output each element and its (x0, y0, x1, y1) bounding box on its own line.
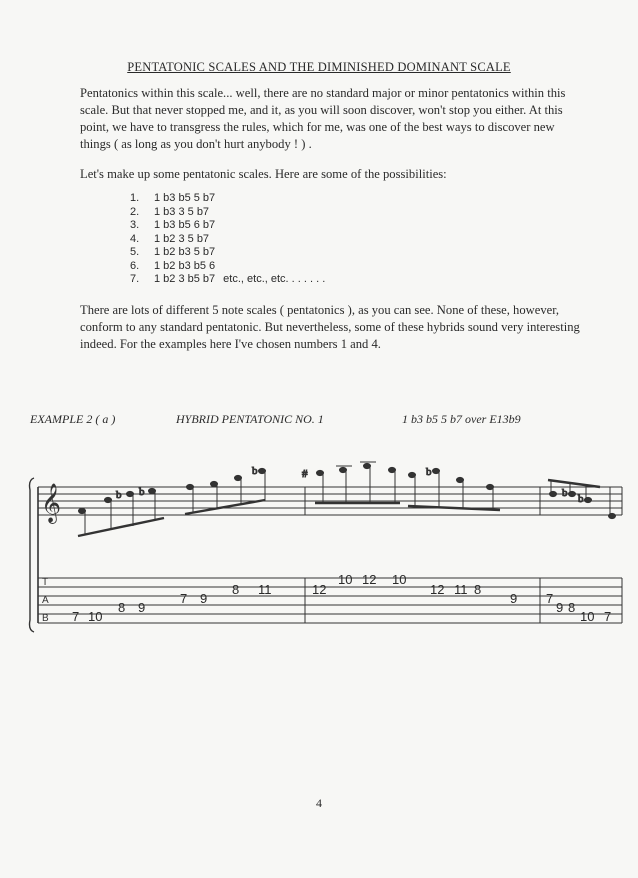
list-item: 5. 1 b2 b3 5 b7 (130, 246, 216, 258)
tab-letter-a: A (42, 595, 49, 606)
list-item: 3. 1 b3 b5 6 b7 (130, 219, 216, 231)
tab-fret: 10 (580, 609, 595, 624)
tab-fret: 7 (72, 609, 80, 624)
paragraph-intro: Pentatonics within this scale... well, there are no standard major or minor pentatonics within this scale. But that never stopped me, and it, as you will soon discover, won't stop you either. At this point, we have to transgress the rules, which for me, was one of the best ways to discover new things ( as long as you don't hurt anybody ! ) . (80, 86, 566, 151)
svg-text:b: b (426, 466, 432, 478)
list-item: 6. 1 b2 b3 b5 6 (130, 259, 216, 272)
scales-etc: etc., etc., etc. . . . . . . (223, 273, 326, 285)
tab-letter-t: T (42, 577, 49, 588)
tab-letter-b: B (42, 613, 49, 624)
tab-fret: 7 (604, 609, 612, 624)
tab-fret: 7 (546, 591, 554, 606)
tab-fret: 8 (474, 582, 482, 597)
tab-fret: 9 (138, 600, 146, 615)
list-item: 4. 1 b2 3 5 b7 (130, 232, 210, 245)
tab-fret: 10 (392, 572, 407, 587)
svg-text:b: b (116, 489, 122, 501)
example-label: EXAMPLE 2 ( a ) (30, 412, 116, 426)
list-item: 2. 1 b3 3 5 b7 (130, 205, 210, 218)
tab-fret: 11 (454, 582, 468, 597)
tab-staff (38, 578, 622, 623)
svg-text:b: b (139, 486, 145, 498)
tab-fret: 7 (180, 591, 188, 606)
example-formula: 1 b3 b5 5 b7 over E13b9 (402, 412, 521, 426)
paragraph-possibilities: Let's make up some pentatonic scales. Here are some of the possibilities: (80, 167, 447, 181)
tab-fret: 8 (568, 600, 576, 615)
music-staff (38, 487, 622, 515)
treble-clef-icon: 𝄞 (41, 483, 62, 523)
svg-text:b: b (562, 487, 568, 499)
tab-fret: 12 (362, 572, 377, 587)
tab-fret: 9 (510, 591, 518, 606)
tab-fret: 8 (232, 582, 240, 597)
tab-fret: 11 (258, 582, 272, 597)
page-number: 4 (316, 796, 322, 810)
tab-fret: 12 (312, 582, 327, 597)
tab-fret: 10 (338, 572, 353, 587)
tab-fret: 12 (430, 582, 445, 597)
tab-fret: 9 (200, 591, 208, 606)
page-title: PENTATONIC SCALES AND THE DIMINISHED DOMINANT SCALE (127, 60, 511, 74)
svg-text:b: b (578, 493, 584, 505)
example-name: HYBRID PENTATONIC NO. 1 (176, 412, 324, 426)
tab-fret: 10 (88, 609, 103, 624)
svg-text:b: b (252, 465, 258, 477)
svg-text:#: # (302, 468, 308, 480)
tab-fret: 9 (556, 600, 564, 615)
list-item: 1. 1 b3 b5 5 b7 (130, 192, 216, 204)
paragraph-explanation: There are lots of different 5 note scales ( pentatonics ), as you can see. None of these, however, conform to any standard pentatonic. But nevertheless, some of these hybrids sound very interesting indeed. For the examples here I've chosen numbers 1 and 4. (80, 303, 580, 351)
list-item: 7. 1 b2 3 b5 b7 etc., etc., etc. . . . . . . (130, 273, 326, 285)
tab-fret: 8 (118, 600, 126, 615)
